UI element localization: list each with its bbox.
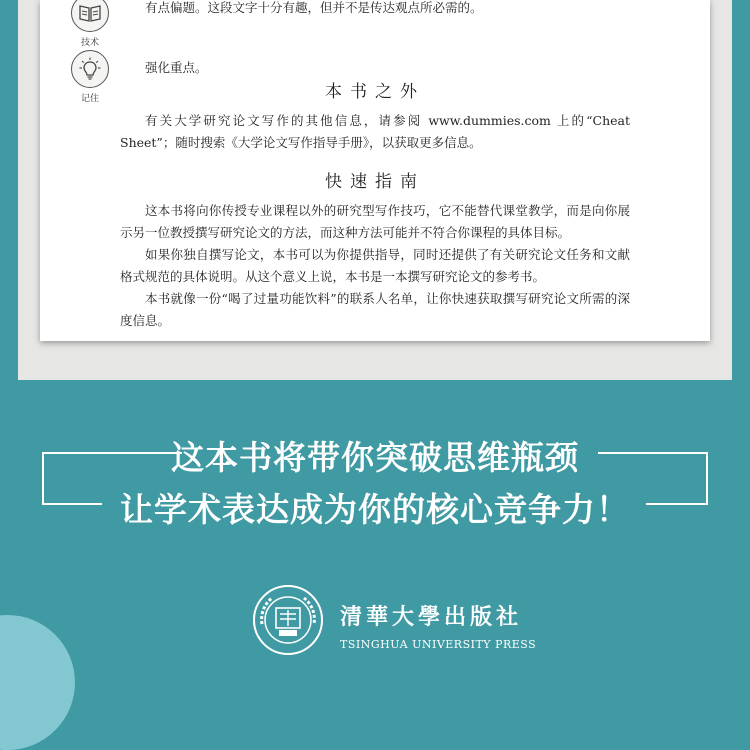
publisher-name-en: TSINGHUA UNIVERSITY PRESS bbox=[340, 638, 537, 651]
tip-label: 技术 bbox=[80, 38, 99, 48]
section-body-quick-guide bbox=[120, 200, 630, 332]
paragraph: 这本书将向你传授专业课程以外的研究型写作技巧，它不能替代课堂教学，而是向你展示另一位教授撰写研究论文的方法，而这种方法可能并不符合你课程的具体目标。 bbox=[120, 203, 630, 240]
slogan-line-2: 让学术表达成为你的核心竞争力！ bbox=[120, 490, 630, 529]
book-icon bbox=[71, 0, 109, 32]
section-body-beyond-book bbox=[120, 110, 630, 154]
tip-label: 记住 bbox=[80, 94, 99, 104]
publisher-name-cn: 清華大學出版社 bbox=[340, 604, 523, 630]
tip-text: 有点偏题。这段文字十分有趣，但并不是传达观点所必需的。 bbox=[145, 0, 483, 15]
decorative-circle bbox=[0, 615, 75, 750]
paragraph: 本书就像一份“喝了过量功能饮料”的联系人名单，让你快速获取撰写研究论文所需的深度信息。 bbox=[120, 291, 630, 328]
section-heading-beyond-book: 本书之外 bbox=[325, 82, 425, 102]
section-heading-quick-guide: 快速指南 bbox=[325, 172, 425, 192]
paragraph: 如果你独自撰写论文，本书可以为你提供指导，同时还提供了有关研究论文任务和文献格式规范的具体说明。从这个意义上说，本书是一本撰写研究论文的参考书。 bbox=[120, 247, 630, 284]
slogan-line-1: 这本书将带你突破思维瓶颈 bbox=[171, 438, 579, 477]
paragraph: 有关大学研究论文写作的其他信息，请参阅 www.dummies.com 上的“Cheat Sheet”；随时搜索《大学论文写作指导手册》，以获取更多信息。 bbox=[120, 113, 630, 150]
university-seal-logo bbox=[252, 584, 324, 660]
tip-text: 强化重点。 bbox=[145, 60, 208, 75]
tip-technical bbox=[70, 0, 110, 48]
